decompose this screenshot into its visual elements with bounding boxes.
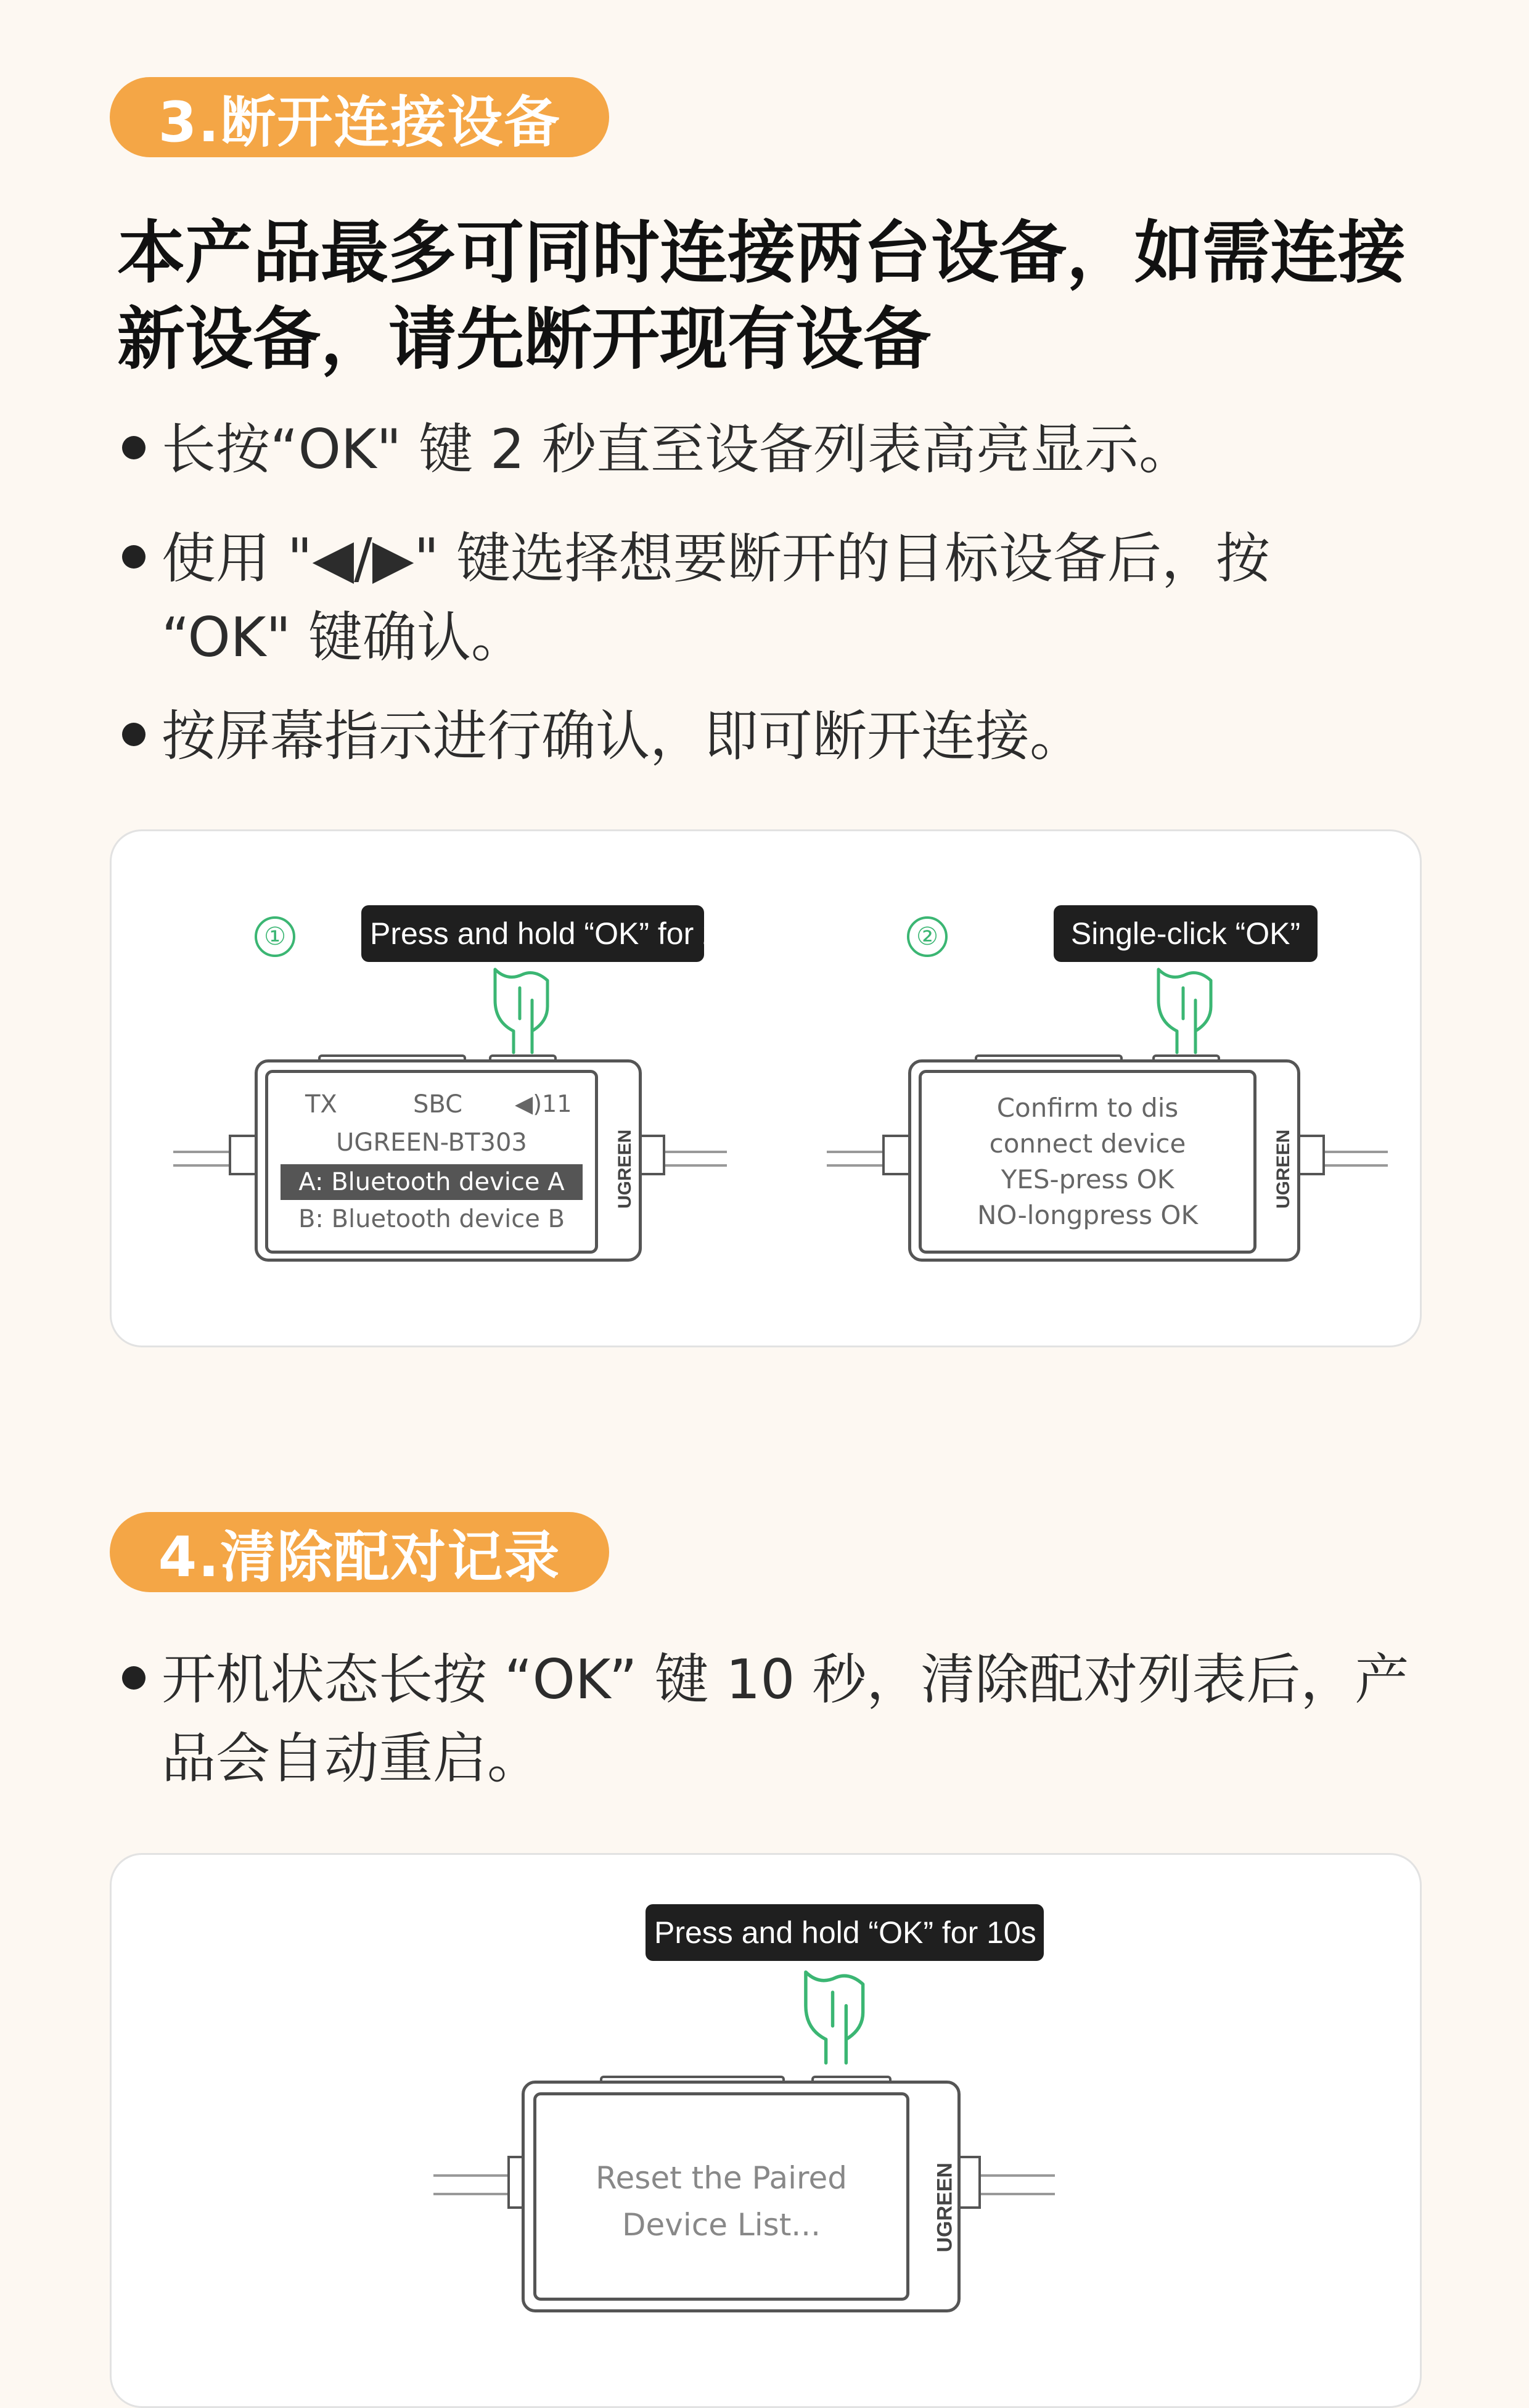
device-screen <box>919 1070 1256 1254</box>
cable-right-2 <box>969 2193 1055 2195</box>
bullet-text: 按屏幕指示进行确认，即可断开连接。 <box>162 704 1084 768</box>
cable-left <box>433 2174 520 2177</box>
device-row-a-selected: A: Bluetooth device A <box>281 1164 583 1200</box>
reset-illustration-card <box>110 1853 1422 2408</box>
bullet-select-device <box>117 519 1443 677</box>
device-step-2 <box>908 1059 1300 1262</box>
bullet-text-continued: 品会自动重启。 <box>162 1727 542 1790</box>
device-step-1 <box>255 1059 642 1262</box>
reset-callout: Press and hold “OK” for 10s <box>646 1904 1044 1961</box>
device-screen <box>533 2092 909 2301</box>
status-codec: SBC <box>413 1090 463 1119</box>
section-3-badge: 3.断开连接设备 <box>110 77 609 157</box>
status-volume: ◀)11 <box>515 1090 572 1117</box>
step-1-callout: Press and hold “OK” for 2s <box>361 905 704 962</box>
bullet-dot-icon <box>122 436 146 459</box>
device-reset <box>522 2081 961 2312</box>
status-tx: TX <box>305 1090 337 1119</box>
disconnect-illustration-card <box>110 829 1422 1347</box>
bullet-text: 使用 "◀/▶" 键选择想要断开的目标设备后，按 <box>162 527 1270 590</box>
section-3-heading <box>117 210 1443 382</box>
cable-right <box>1320 1151 1388 1153</box>
bullet-text: 开机状态长按 “OK” 键 10 秒，清除配对列表后，产 <box>162 1648 1409 1711</box>
step-2-number: ② <box>907 916 948 957</box>
finger-press-icon <box>1152 963 1220 1056</box>
brand-logo: UGREEN <box>933 2163 957 2253</box>
finger-press-icon <box>489 963 557 1056</box>
confirm-line-3: YES-press OK <box>1001 1164 1174 1194</box>
bullet-text: 长按“OK" 键 2 秒直至设备列表高亮显示。 <box>162 417 1193 481</box>
device-name: UGREEN-BT303 <box>336 1128 527 1157</box>
cable-right <box>659 1151 727 1153</box>
brand-logo: UGREEN <box>615 1129 635 1209</box>
bullet-text-continued: “OK" 键确认。 <box>162 606 525 669</box>
bullet-long-press <box>117 410 1443 489</box>
step-1-number: ① <box>255 916 295 957</box>
section-4-badge: 4.清除配对记录 <box>110 1512 609 1592</box>
bullet-dot-icon <box>122 1666 146 1690</box>
bullet-dot-icon <box>122 723 146 746</box>
finger-press-icon <box>799 1963 873 2068</box>
heading-line-2: 新设备，请先断开现有设备 <box>117 300 931 379</box>
heading-line-1: 本产品最多可同时连接两台设备，如需连接 <box>117 213 1406 292</box>
device-row-b: B: Bluetooth device B <box>298 1205 565 1233</box>
brand-logo: UGREEN <box>1273 1129 1293 1209</box>
plug-left <box>229 1135 258 1175</box>
cable-right-2 <box>659 1164 727 1167</box>
cable-right <box>969 2174 1055 2177</box>
plug-left <box>882 1135 912 1175</box>
cable-left-2 <box>433 2193 520 2195</box>
device-screen <box>265 1070 598 1254</box>
confirm-line-4: NO-longpress OK <box>977 1200 1198 1230</box>
bullet-reset <box>117 1640 1443 1798</box>
confirm-line-1: Confirm to dis <box>996 1093 1179 1123</box>
reset-line-1: Reset the Paired <box>596 2160 847 2196</box>
step-2-callout: Single-click “OK” <box>1054 905 1318 962</box>
cable-right-2 <box>1320 1164 1388 1167</box>
bullet-confirm <box>117 697 1443 776</box>
bullet-dot-icon <box>122 545 146 569</box>
reset-line-2: Device List... <box>622 2207 821 2243</box>
confirm-line-2: connect device <box>989 1128 1186 1159</box>
